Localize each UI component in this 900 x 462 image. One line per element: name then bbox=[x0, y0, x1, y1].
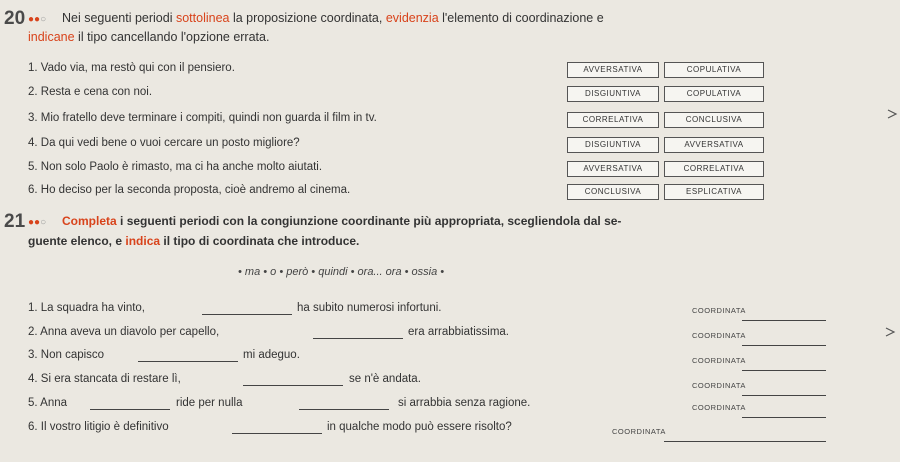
ex20-item-2-text: 2. Resta e cena con noi. bbox=[28, 86, 153, 98]
ex21-item-3-after: mi adeguo. bbox=[243, 349, 300, 361]
ex21-item-4-coord-label: COORDINATA bbox=[692, 381, 746, 390]
ex21-item-4-coord-blank[interactable] bbox=[742, 385, 826, 396]
instruction-keyword: evidenzia bbox=[385, 11, 439, 25]
instruction-text: la proposizione coordinata, bbox=[229, 11, 386, 25]
ex20-item-1-text: 1. Vado via, ma restò qui con il pensiero. bbox=[28, 62, 235, 74]
ex20-item-3-option-2[interactable]: CONCLUSIVA bbox=[664, 112, 764, 128]
instruction-text: il tipo di coordinata che introduce. bbox=[160, 234, 360, 248]
ex20-item-6-text: 6. Ho deciso per la seconda proposta, cioè andremo al cinema. bbox=[28, 184, 351, 196]
ex21-item-6-before: 6. Il vostro litigio è definitivo bbox=[28, 421, 169, 433]
ex20-item-6-option-2[interactable]: ESPLICATIVA bbox=[664, 184, 764, 200]
ex21-item-6-after: in qualche modo può essere risolto? bbox=[327, 421, 512, 433]
ex20-item-3-text: 3. Mio fratello deve terminare i compiti, quindi non guarda il film in tv. bbox=[28, 112, 377, 124]
instruction-keyword: indica bbox=[125, 234, 161, 248]
ex21-item-2-blank[interactable] bbox=[313, 328, 403, 339]
ex21-item-5-blank-1[interactable] bbox=[90, 399, 170, 410]
ex20-item-2-option-1[interactable]: DISGIUNTIVA bbox=[567, 86, 659, 102]
ex20-item-5-option-1[interactable]: AVVERSATIVA bbox=[567, 161, 659, 177]
instruction-keyword: indicane bbox=[28, 30, 75, 44]
ex21-item-4-blank[interactable] bbox=[243, 375, 343, 386]
instruction-keyword: Completa bbox=[62, 214, 117, 228]
ex20-item-4-option-2[interactable]: AVVERSATIVA bbox=[664, 137, 764, 153]
ex21-item-1-after: ha subito numerosi infortuni. bbox=[297, 302, 442, 314]
ex20-item-5-text: 5. Non solo Paolo è rimasto, ma ci ha anche molto aiutati. bbox=[28, 161, 323, 173]
ex21-item-2-coord-blank[interactable] bbox=[742, 335, 826, 346]
ex21-item-6-coord-blank[interactable] bbox=[664, 431, 826, 442]
ex20-item-2-option-2[interactable]: COPULATIVA bbox=[664, 86, 764, 102]
instruction-text: il tipo cancellando l'opzione errata. bbox=[74, 30, 270, 44]
difficulty-dot-full-icon: ● bbox=[34, 217, 41, 228]
instruction-text: i seguenti periodi con la congiunzione coordinante più appropriata, scegliendola dal se- bbox=[116, 214, 622, 228]
ex21-item-3-coord-label: COORDINATA bbox=[692, 356, 746, 365]
ex21-item-6-coord-label: COORDINATA bbox=[612, 427, 666, 436]
page-edge-mark-icon bbox=[884, 326, 898, 338]
ex21-item-4-before: 4. Si era stancata di restare lì, bbox=[28, 373, 181, 385]
instruction-text: Nei seguenti periodi bbox=[62, 11, 176, 25]
exercise-20-instruction bbox=[62, 11, 604, 25]
difficulty-dots-20 bbox=[28, 14, 46, 25]
exercise-20-instruction-line2 bbox=[28, 30, 269, 44]
ex20-item-6-option-1[interactable]: CONCLUSIVA bbox=[567, 184, 659, 200]
difficulty-dot-full-icon: ● bbox=[28, 217, 35, 228]
ex20-item-5-option-2[interactable]: CORRELATIVA bbox=[664, 161, 764, 177]
difficulty-dot-empty-icon: ○ bbox=[40, 14, 47, 25]
ex21-item-2-coord-label: COORDINATA bbox=[692, 331, 746, 340]
difficulty-dots-21 bbox=[28, 217, 46, 228]
difficulty-dot-full-icon: ● bbox=[28, 14, 35, 25]
exercise-21-number: 21 bbox=[4, 211, 26, 232]
ex20-item-4-option-1[interactable]: DISGIUNTIVA bbox=[567, 137, 659, 153]
ex21-item-5-after: si arrabbia senza ragione. bbox=[398, 397, 531, 409]
difficulty-dot-full-icon: ● bbox=[34, 14, 41, 25]
ex21-item-5-before: 5. Anna bbox=[28, 397, 68, 409]
ex21-item-1-coord-blank[interactable] bbox=[742, 310, 826, 321]
ex21-item-4-after: se n'è andata. bbox=[349, 373, 421, 385]
ex20-item-1-option-2[interactable]: COPULATIVA bbox=[664, 62, 764, 78]
ex21-item-1-coord-label: COORDINATA bbox=[692, 306, 746, 315]
ex21-item-1-blank[interactable] bbox=[202, 304, 292, 315]
instruction-text: guente elenco, e bbox=[28, 234, 126, 248]
ex21-item-1-before: 1. La squadra ha vinto, bbox=[28, 302, 145, 314]
ex21-item-5-coord-blank[interactable] bbox=[742, 407, 826, 418]
ex21-item-5-blank-2[interactable] bbox=[299, 399, 389, 410]
ex21-item-3-coord-blank[interactable] bbox=[742, 360, 826, 371]
ex21-item-3-before: 3. Non capisco bbox=[28, 349, 105, 361]
difficulty-dot-empty-icon: ○ bbox=[40, 217, 47, 228]
ex21-item-6-blank[interactable] bbox=[232, 423, 322, 434]
ex21-item-2-after: era arrabbiatissima. bbox=[408, 326, 509, 338]
ex21-item-5-coord-label: COORDINATA bbox=[692, 403, 746, 412]
instruction-keyword: sottolinea bbox=[175, 11, 230, 25]
exercise-21-instruction-line2 bbox=[28, 234, 359, 248]
exercise-21-instruction bbox=[62, 214, 621, 228]
ex20-item-4-text: 4. Da qui vedi bene o vuoi cercare un posto migliore? bbox=[28, 137, 300, 149]
ex20-item-1-option-1[interactable]: AVVERSATIVA bbox=[567, 62, 659, 78]
page-edge-mark-icon bbox=[886, 108, 900, 120]
exercise-20-number: 20 bbox=[4, 8, 26, 29]
ex21-item-3-blank[interactable] bbox=[138, 351, 238, 362]
ex21-item-5-middle: ride per nulla bbox=[176, 397, 243, 409]
ex21-item-2-before: 2. Anna aveva un diavolo per capello, bbox=[28, 326, 220, 338]
word-bank: • ma • o • però • quindi • ora... ora • ossia • bbox=[238, 266, 445, 278]
ex20-item-3-option-1[interactable]: CORRELATIVA bbox=[567, 112, 659, 128]
instruction-text: l'elemento di coordinazione e bbox=[438, 11, 604, 25]
